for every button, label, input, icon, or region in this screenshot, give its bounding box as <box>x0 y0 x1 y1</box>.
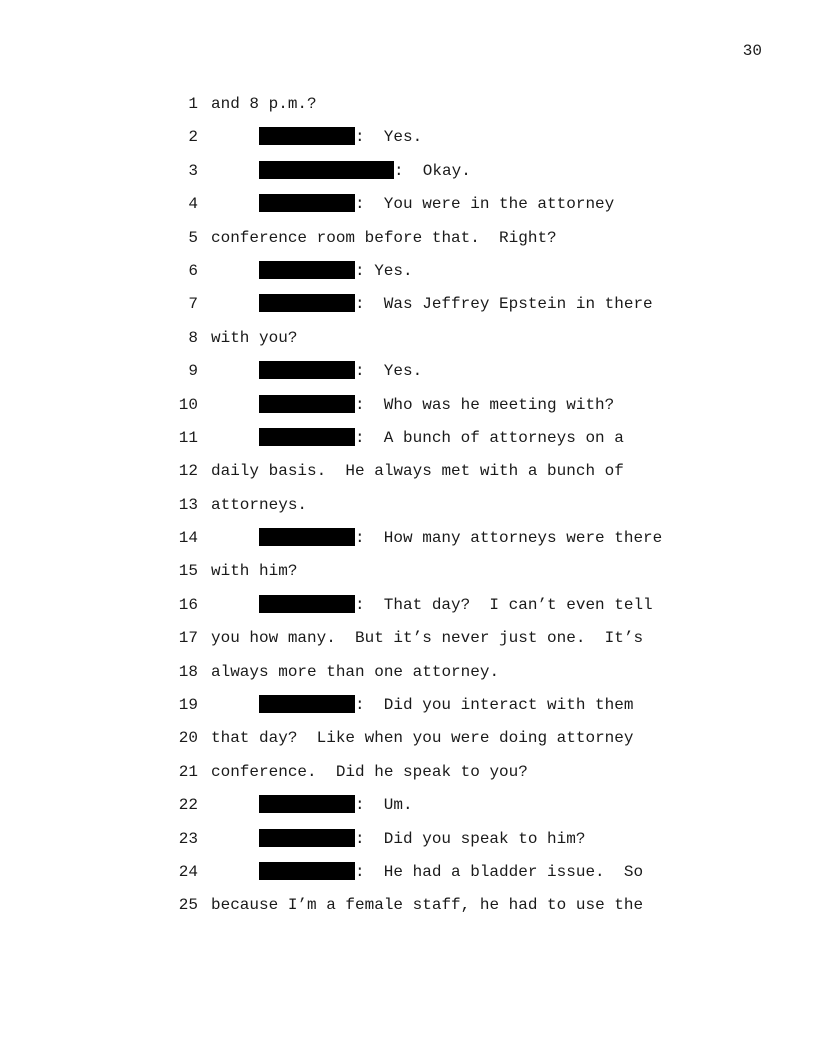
line-number: 13 <box>178 495 198 514</box>
line-number: 12 <box>178 462 198 481</box>
line-text: : Who was he meeting with? <box>355 395 615 414</box>
line-text: : That day? I can’t even tell <box>355 595 653 614</box>
line-number: 3 <box>188 161 198 180</box>
line-number: 7 <box>188 295 198 314</box>
redacted-speaker-name <box>259 127 355 145</box>
redacted-speaker-name <box>259 161 394 179</box>
line-text: that day? Like when you were doing attorney <box>211 729 634 748</box>
line-number: 15 <box>178 562 198 581</box>
line-number: 2 <box>188 128 198 147</box>
redacted-speaker-name <box>259 595 355 613</box>
line-number: 19 <box>178 696 198 715</box>
page-number: 30 <box>742 42 762 60</box>
line-number: 9 <box>188 362 198 381</box>
line-text: : Did you interact with them <box>355 696 634 715</box>
redacted-speaker-name <box>259 294 355 312</box>
line-number: 4 <box>188 195 198 214</box>
line-number: 24 <box>178 862 198 881</box>
line-number: 23 <box>178 829 198 848</box>
redacted-speaker-name <box>259 795 355 813</box>
line-number: 1 <box>188 95 198 113</box>
line-number: 8 <box>188 328 198 347</box>
line-text: conference. Did he speak to you? <box>211 762 528 781</box>
redacted-speaker-name <box>259 528 355 546</box>
redacted-speaker-name <box>259 361 355 379</box>
line-number: 25 <box>178 896 198 915</box>
line-text: : Um. <box>355 796 413 815</box>
line-text: : Was Jeffrey Epstein in there <box>355 295 653 314</box>
line-text: : Yes. <box>355 128 423 147</box>
line-text: and 8 p.m.? <box>211 95 317 113</box>
line-text: : Yes. <box>355 362 423 381</box>
redacted-speaker-name <box>259 428 355 446</box>
line-number: 11 <box>178 428 198 447</box>
redacted-speaker-name <box>259 194 355 212</box>
line-text: : How many attorneys were there <box>355 529 663 548</box>
line-text: with you? <box>211 328 298 347</box>
line-number: 5 <box>188 228 198 247</box>
line-number: 16 <box>178 595 198 614</box>
line-text: : You were in the attorney <box>355 195 615 214</box>
line-text: : A bunch of attorneys on a <box>355 428 624 447</box>
line-text: attorneys. <box>211 495 308 514</box>
line-number: 21 <box>178 762 198 781</box>
redacted-speaker-name <box>259 695 355 713</box>
line-number: 10 <box>178 395 198 414</box>
line-number: 6 <box>188 261 198 280</box>
line-number: 20 <box>178 729 198 748</box>
redacted-speaker-name <box>259 862 355 880</box>
line-text: : Yes. <box>355 261 413 280</box>
redacted-speaker-name <box>259 395 355 413</box>
line-text: : Did you speak to him? <box>355 829 586 848</box>
line-text: with him? <box>211 562 298 581</box>
line-text: : Okay. <box>394 161 471 180</box>
line-text: because I’m a female staff, he had to use the <box>211 896 644 915</box>
line-number: 17 <box>178 629 198 648</box>
line-number: 22 <box>178 796 198 815</box>
line-text: daily basis. He always met with a bunch of <box>211 462 624 481</box>
line-number: 18 <box>178 662 198 681</box>
line-text: you how many. But it’s never just one. It’s <box>211 629 644 648</box>
redacted-speaker-name <box>259 829 355 847</box>
line-text: : He had a bladder issue. So <box>355 862 644 881</box>
line-text: conference room before that. Right? <box>211 228 557 247</box>
redacted-speaker-name <box>259 261 355 279</box>
line-number: 14 <box>178 529 198 548</box>
line-text: always more than one attorney. <box>211 662 500 681</box>
